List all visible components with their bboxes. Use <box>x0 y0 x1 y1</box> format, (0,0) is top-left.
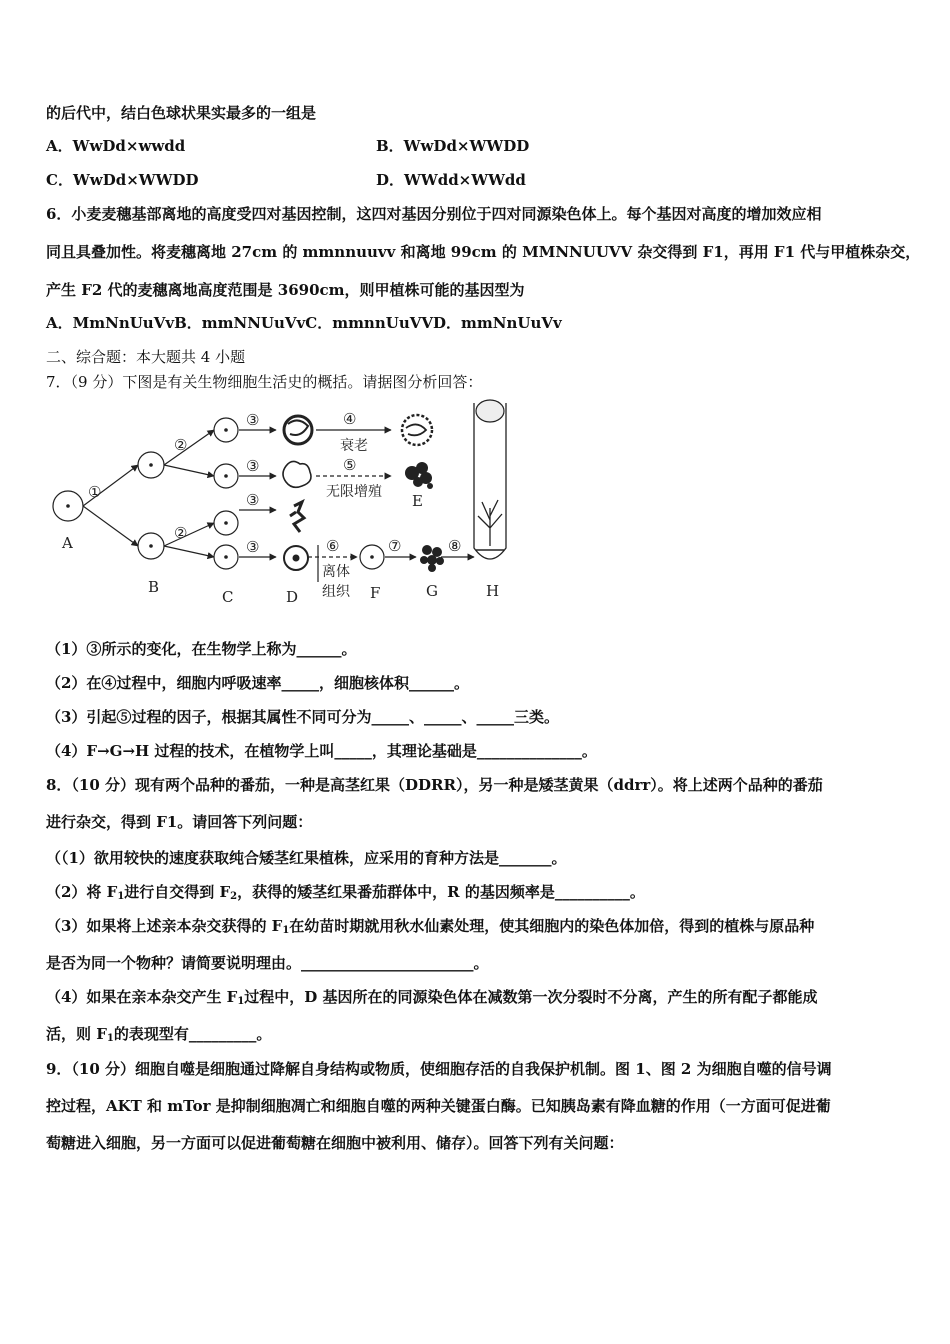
step-3-label-1: ③ <box>246 411 260 429</box>
q7-sub-4: （4）F→G→H 过程的技术，在植物学上叫_____，其理论基础是______________。 <box>46 742 597 760</box>
label-g: G <box>426 582 438 600</box>
isolated-label: 离体 <box>322 564 350 580</box>
step-4-label: ④ <box>343 410 357 428</box>
senescence-label: 衰老 <box>340 438 368 454</box>
label-f: F <box>370 584 381 602</box>
step-7-label: ⑦ <box>388 537 402 555</box>
q8-sub-3-line-1: （3）如果将上述亲本杂交获得的 $F_1$在幼苗时期就用秋水仙素处理，使其细胞内的染色体加倍，得到的植株与原品种 <box>46 917 815 936</box>
unlimited-proliferation-label: 无限增殖 <box>326 484 382 500</box>
q9-line-1: 9．（10 分）细胞自噬是细胞通过降解自身结构或物质，使细胞存活的自我保护机制。图 1、图 2 为细胞自噬的信号调 <box>46 1060 832 1078</box>
q5-option-d: D．WWdd×WWdd <box>376 171 526 189</box>
q6-line-2: 同且具叠加性。将麦穗离地 27cm 的 mmnnuuvv 和离地 99cm 的 MMNNUUVV 杂交得到 F1，再用 F1 代与甲植株杂交， <box>46 243 921 261</box>
q7-sub-1: （1）③所示的变化，在生物学上称为______。 <box>46 640 357 658</box>
q8-stem-1: 8．（10 分）现有两个品种的番茄，一种是高茎红果（DDRR），另一种是矮茎黄果（ddrr）。将上述两个品种的番茄 <box>46 776 823 794</box>
q8-sub-4-line-1: （4）如果在亲本杂交产生 $F_1$过程中，D 基因所在的同源染色体在减数第一次分裂时不分离，产生的所有配子都能成 <box>46 988 818 1007</box>
tissue-label: 组织 <box>322 584 350 600</box>
q6-line-3: 产生 F2 代的麦穗离地高度范围是 3690cm，则甲植株可能的基因型为 <box>46 281 525 299</box>
step-1-label: ① <box>88 483 102 501</box>
q5-option-c: C．WwDd×WWDD <box>46 171 199 189</box>
step-8-label: ⑧ <box>448 537 462 555</box>
label-h: H <box>486 582 500 600</box>
q5-option-b: B．WwDd×WWDD <box>376 137 530 155</box>
label-b: B <box>148 578 160 596</box>
label-d: D <box>286 588 299 606</box>
q7-stem: 7．（9 分）下图是有关生物细胞生活史的概括。请据图分析回答： <box>46 373 483 391</box>
q8-sub-1: （（1）欲用较快的速度获取纯合矮茎红果植株，应采用的育种方法是_______。 <box>46 849 567 867</box>
step-2-top-label: ② <box>174 436 188 454</box>
step-2-bottom-label: ② <box>174 524 188 542</box>
step-6-label: ⑥ <box>326 537 340 555</box>
q8-stem-2: 进行杂交，得到 F1。请回答下列问题： <box>46 813 313 831</box>
q5-option-a: A．WwDd×wwdd <box>46 137 186 155</box>
q8-sub-2: （2）将 $F_1$进行自交得到 $F_2$，获得的矮茎红果番茄群体中，R 的基因频率是__________。 <box>46 883 645 902</box>
label-c: C <box>222 588 234 606</box>
step-3-label-3: ③ <box>246 491 260 509</box>
q5-stem-end: 的后代中，结白色球状果实最多的一组是 <box>46 104 317 122</box>
step-5-label: ⑤ <box>343 456 357 474</box>
label-e: E <box>412 492 423 510</box>
q8-sub-3-line-2: 是否为同一个物种？请简要说明理由。_______________________。 <box>46 954 489 972</box>
q9-line-3: 萄糖进入细胞，另一方面可以促进葡萄糖在细胞中被利用、储存）。回答下列有关问题： <box>46 1134 624 1152</box>
step-3-label-4: ③ <box>246 538 260 556</box>
q7-sub-3: （3）引起⑤过程的因子，根据其属性不同可分为_____、_____、_____三类。 <box>46 708 559 726</box>
test-tube-plug <box>476 400 504 422</box>
cell-life-history-diagram <box>46 398 516 608</box>
q7-sub-2: （2）在④过程中，细胞内呼吸速率_____，细胞核体积______。 <box>46 674 469 692</box>
q6-line-1: 6．小麦麦穗基部离地的高度受四对基因控制，这四对基因分别位于四对同源染色体上。每个基因对高度的增加效应相 <box>46 205 822 223</box>
label-a: A <box>62 534 73 552</box>
q8-sub-4-line-2: 活，则 $F_1$的表现型有_________。 <box>46 1025 272 1044</box>
q9-line-2: 控过程，AKT 和 mTor 是抑制细胞凋亡和细胞自噬的两种关键蛋白酶。已知胰岛素有降血糖的作用（一方面可促进葡 <box>46 1097 831 1115</box>
section-heading: 二、综合题：本大题共 4 小题 <box>46 348 246 366</box>
q6-options: A．MmNnUuVvB．mmNNUuVvC．mmnnUuVVD．mmNnUuVv <box>46 314 562 332</box>
step-3-label-2: ③ <box>246 457 260 475</box>
